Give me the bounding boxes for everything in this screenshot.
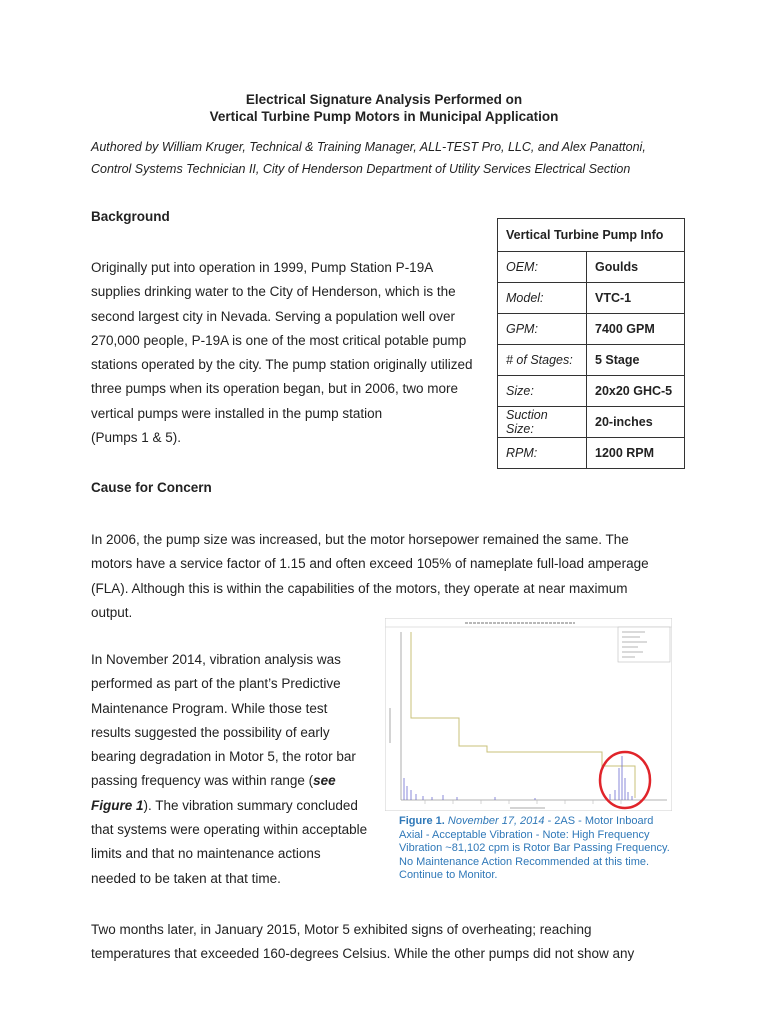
pump-info-table: [497, 218, 685, 469]
paragraph-line: (FLA). Although this is within the capabilities of the motors, they operate at near maximum: [91, 580, 628, 596]
table-label: # of Stages:: [498, 345, 587, 376]
figure-reference-link[interactable]: Figure 1: [91, 797, 144, 813]
paragraph-line: Originally put into operation in 1999, Pump Station P-19A: [91, 260, 434, 275]
table-value: 1200 RPM: [587, 438, 685, 469]
paragraph-line: needed to be taken at that time.: [91, 870, 281, 886]
november-paragraph: [91, 648, 371, 891]
paragraph-line: stations operated by the city. The pump station originally utilized: [91, 357, 473, 373]
paragraph-line: supplies drinking water to the City of Henderson, which is the: [91, 284, 456, 300]
paragraph-line: temperatures that exceeded 160-degrees Celsius. While the other pumps did not show any: [91, 946, 635, 962]
paragraph-line: [91, 769, 371, 793]
table-row: [498, 252, 685, 283]
table-label: Size:: [498, 376, 587, 407]
vibration-spectrum-figure: [385, 618, 672, 811]
author-line-2: Control Systems Technician II, City of Henderson Department of Utility Services Electrical Section: [91, 162, 631, 176]
table-value: 5 Stage: [587, 345, 685, 376]
line-text: ). The vibration summary concluded: [143, 797, 358, 813]
paragraph-line: 270,000 people, P-19A is one of the most critical potable pump: [91, 332, 467, 348]
table-row: [498, 283, 685, 314]
paragraph-line: three pumps when its operation began, but in 2006, two more: [91, 381, 458, 397]
table-value: VTC-1: [587, 283, 685, 314]
see-text: see: [313, 773, 336, 789]
table-row: [498, 345, 685, 376]
paragraph-line: performed as part of the plant’s Predictive: [91, 676, 341, 692]
paragraph-line: limits and that no maintenance actions: [91, 846, 321, 862]
table-label: RPM:: [498, 438, 587, 469]
table-row: [498, 376, 685, 407]
table-value: 20-inches: [587, 407, 685, 438]
figure-caption-text: - 2AS - Motor Inboard Axial - Acceptable Vibration - Note: High Frequency Vibration ~81,102 cpm is Rotor Bar Passing Frequency. No Maintenance Action Recommended at this time. Continue to Monitor.: [399, 815, 670, 881]
paragraph-line: vertical pumps were installed in the pump station: [91, 405, 383, 421]
table-row: [498, 438, 685, 469]
figure-date: November 17, 2014: [447, 815, 545, 827]
author-line-1: Authored by William Kruger, Technical & Training Manager, ALL-TEST Pro, LLC, and Alex Panattoni,: [91, 140, 646, 154]
paragraph-line: output.: [91, 604, 133, 620]
background-heading: Background: [91, 209, 170, 224]
paragraph-line: (Pumps 1 & 5).: [91, 430, 182, 446]
paragraph-line: [91, 794, 371, 818]
table-value: 7400 GPM: [587, 314, 685, 345]
table-value: Goulds: [587, 252, 685, 283]
paragraph-line: Two months later, in January 2015, Motor 5 exhibited signs of overheating; reaching: [91, 922, 592, 937]
paragraph-line: In 2006, the pump size was increased, but the motor horsepower remained the same. The: [91, 532, 629, 547]
table-label: OEM:: [498, 252, 587, 283]
document-title-line-1: Electrical Signature Analysis Performed on: [245, 92, 523, 107]
paragraph-line: In November 2014, vibration analysis was: [91, 652, 341, 667]
table-header-row: [498, 219, 685, 252]
background-paragraph: [91, 256, 491, 450]
table-row: [498, 407, 685, 438]
table-row: [498, 314, 685, 345]
paragraph-line: bearing degradation in Motor 5, the rotor bar: [91, 749, 356, 765]
table-label: Model:: [498, 283, 587, 314]
line-text: passing frequency was within range (: [91, 773, 314, 789]
table-header: Vertical Turbine Pump Info: [498, 219, 685, 252]
cause-paragraph: [91, 528, 681, 625]
figure-caption: [399, 815, 674, 883]
table-label: GPM:: [498, 314, 587, 345]
table-label: Suction Size:: [498, 407, 587, 438]
table-value: 20x20 GHC-5: [587, 376, 685, 407]
figure-label: Figure 1.: [399, 815, 445, 827]
paragraph-line: that systems were operating within acceptable: [91, 822, 368, 838]
paragraph-line: Maintenance Program. While those test: [91, 700, 328, 716]
paragraph-line: motors have a service factor of 1.15 and often exceed 105% of nameplate full-load amperage: [91, 556, 649, 572]
later-paragraph: [91, 918, 681, 967]
paragraph-line: results suggested the possibility of early: [91, 724, 330, 740]
document-title-line-2: Vertical Turbine Pump Motors in Municipal Application: [209, 109, 559, 124]
paragraph-line: second largest city in Nevada. Serving a population well over: [91, 308, 455, 324]
cause-heading: Cause for Concern: [91, 480, 212, 495]
